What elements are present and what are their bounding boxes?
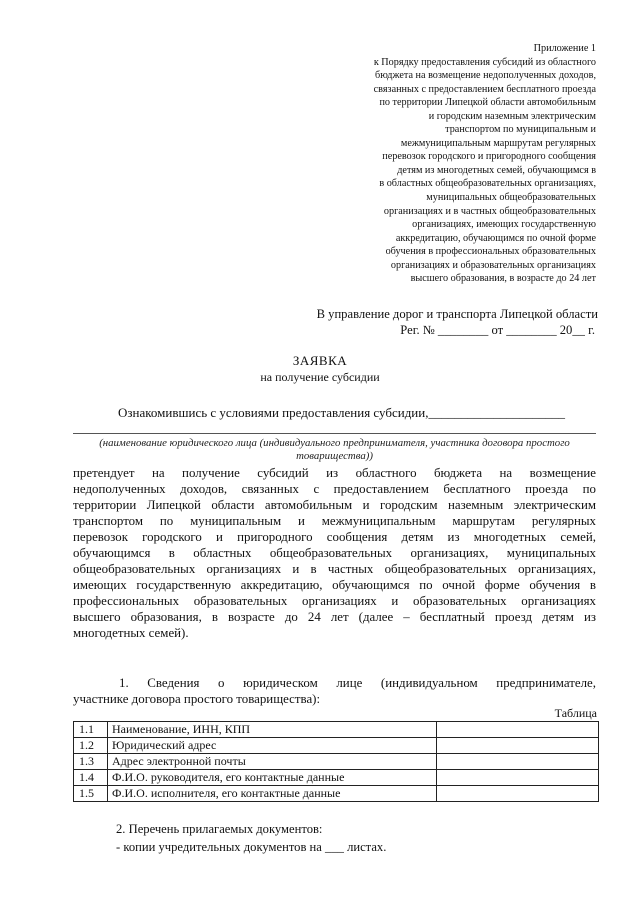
table-label: Таблица [554, 706, 597, 720]
row-label: Юридический адрес [108, 738, 437, 754]
table-row [74, 722, 599, 738]
appendix-line: к Порядку предоставления субсидий из областного [373, 56, 596, 68]
appendix-line: высшего образования, в возрасте до 24 лет [410, 273, 596, 285]
title-main: ЗАЯВКА [292, 353, 348, 368]
appendix-line: аккредитацию, обучающимся по очной форме [395, 232, 596, 244]
table-row [74, 770, 599, 786]
body-line: общеобразовательных организациях и в частных общеобразовательных организациях, [73, 562, 596, 577]
table-row [74, 754, 599, 770]
section-1-line: участнике договора простого товарищества): [73, 692, 321, 706]
row-label: Наименование, ИНН, КПП [108, 722, 437, 738]
body-line: обучающимся в областных общеобразовательных организациях, муниципальных [73, 546, 596, 561]
row-label: Ф.И.О. исполнителя, его контактные данные [108, 786, 437, 802]
body-line: многодетных семей). [73, 626, 189, 641]
row-value-field[interactable] [437, 770, 599, 786]
row-value-field[interactable] [437, 786, 599, 802]
title-subtitle: на получение субсидии [260, 370, 380, 384]
appendix-line: Приложение 1 [533, 43, 596, 54]
document-list-item[interactable]: - копии учредительных документов на ___ листах. [116, 840, 387, 854]
appendix-line: в областных общеобразовательных организациях, [379, 178, 596, 190]
appendix-line: муниципальных общеобразовательных [426, 192, 596, 204]
row-number: 1.3 [74, 754, 108, 770]
appendix-line: перевозок городского и пригородного сообщения [382, 151, 596, 163]
applicant-name-hint: (наименование юридического лица (индивидуального предпринимателя, участника договора простого товарищества)) [99, 437, 570, 462]
appendix-line: организациях и в частных общеобразовательных [383, 205, 596, 217]
body-line: высшего образования, в возрасте до 24 лет (далее – бесплатный проезд детям из [73, 610, 596, 625]
section-1-line: 1. Сведения о юридическом лице (индивидуальном предпринимателе, [119, 676, 596, 690]
appendix-line: по территории Липецкой области автомобильным [379, 97, 596, 109]
section-1-heading [73, 675, 596, 707]
table-row [74, 786, 599, 802]
document-title [0, 353, 640, 385]
application-body [73, 465, 596, 642]
registration-number-field[interactable]: Рег. № ________ от ________ 20__ г. [400, 323, 595, 337]
appendix-line: связанных с предоставлением бесплатного проезда [373, 83, 596, 95]
appendix-line: организациях и образовательных организациях [390, 259, 596, 271]
applicant-info-table [73, 721, 599, 802]
body-line: территории Липецкой области автомобильным и городским наземным электрическим [73, 498, 596, 513]
appendix-header [300, 42, 596, 286]
row-label: Ф.И.О. руководителя, его контактные данные [108, 770, 437, 786]
addressee-name: В управление дорог и транспорта Липецкой области [316, 307, 598, 321]
row-value-field[interactable] [437, 722, 599, 738]
row-value-field[interactable] [437, 738, 599, 754]
body-line: претендует на получение субсидий из областного бюджета на возмещение [73, 466, 596, 480]
appendix-line: и городским наземным электрическим [428, 110, 596, 122]
row-number: 1.4 [74, 770, 108, 786]
section-2-heading: 2. Перечень прилагаемых документов: [116, 822, 323, 836]
appendix-line: бюджета на возмещение недополученных доходов, [375, 70, 596, 82]
row-number: 1.1 [74, 722, 108, 738]
table-row [74, 738, 599, 754]
appendix-line: транспортом по муниципальным и [445, 124, 596, 136]
body-line: имеющих государственную аккредитацию, обучающимся по очной форме обучения в [73, 578, 596, 593]
row-label: Адрес электронной почты [108, 754, 437, 770]
body-line: недополученных доходов, связанных с предоставлением бесплатного проезда по [73, 482, 596, 497]
section-2 [116, 820, 386, 856]
appendix-line: обучения в профессиональных образовательных [385, 246, 596, 258]
row-number: 1.5 [74, 786, 108, 802]
intro-line[interactable]: Ознакомившись с условиями предоставления субсидии,_____________________ [118, 405, 565, 420]
body-line: профессиональных образовательных организациях и образовательных организациях [73, 594, 596, 609]
appendix-line: организациях, имеющих государственную [412, 219, 596, 231]
appendix-line: детям из многодетных семей, обучающимся в [397, 164, 596, 176]
addressee-block [268, 306, 598, 338]
appendix-line: межмуниципальным маршрутам регулярных [400, 137, 596, 149]
row-value-field[interactable] [437, 754, 599, 770]
applicant-name-line[interactable] [73, 433, 596, 434]
body-line: транспортом по муниципальным и межмуниципальным маршрутам регулярных [73, 514, 596, 529]
body-line: перевозок городского и пригородного сообщения детям из многодетных семей, [73, 530, 596, 545]
row-number: 1.2 [74, 738, 108, 754]
